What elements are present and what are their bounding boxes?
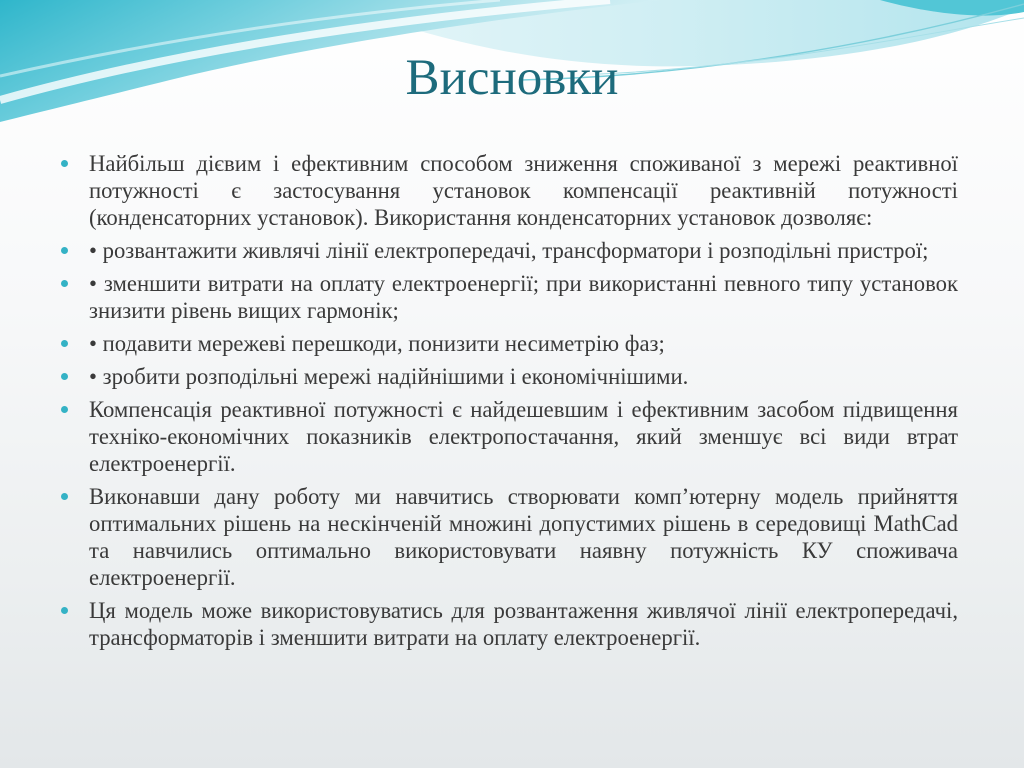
- slide-title: Висновки: [405, 50, 619, 106]
- bullet-icon: [61, 160, 68, 167]
- bullet-list: [89, 150, 958, 651]
- bullet-icon: [61, 373, 68, 380]
- bullet-item: [89, 597, 958, 651]
- bullet-item: [89, 270, 958, 324]
- bullet-item: [89, 363, 958, 390]
- bullet-text: Компенсація реактивної потужності є найдешевшим і ефективним засобом підвищення техніко-економічних показників електропостачання, який зменшує всі види втрат електроенергії.: [89, 397, 958, 476]
- bullet-text: • зменшити витрати на оплату електроенергії; при використанні певного типу установок знизити рівень вищих гармонік;: [89, 271, 958, 323]
- bullet-item: [89, 483, 958, 591]
- bullet-icon: [61, 340, 68, 347]
- bullet-text: • розвантажити живлячі лінії електропередачі, трансформатори і розподільні пристрої;: [89, 238, 929, 263]
- bullet-text: Ця модель може використовуватись для розвантаження живлячої лінії електропередачі, трансформаторів і зменшити витрати на оплату електроенергії.: [89, 598, 958, 650]
- bullet-item: [89, 150, 958, 231]
- bullet-text: • подавити мережеві перешкоди, понизити несиметрію фаз;: [89, 331, 665, 356]
- bullet-text: Виконавши дану роботу ми навчитись створювати комп’ютерну модель прийняття оптимальних рішень на нескінченій множині допустимих рішень в середовищі MathCad та навчились оптимально використовувати наявну потужність КУ споживача електроенергії.: [89, 484, 958, 590]
- bullet-item: [89, 330, 958, 357]
- bullet-item: [89, 237, 958, 264]
- bullet-icon: [61, 493, 68, 500]
- bullet-text: • зробити розподільні мережі надійнішими і економічнішими.: [89, 364, 689, 389]
- bullet-icon: [61, 607, 68, 614]
- bullet-icon: [61, 280, 68, 287]
- bullet-text: Найбільш дієвим і ефективним способом зниження споживаної з мережі реактивної потужності є застосування установок компенсації реактивній потужності (конденсаторних установок). Використання конденсаторних установок дозволяє:: [89, 151, 958, 230]
- bullet-item: [89, 396, 958, 477]
- bullet-icon: [61, 406, 68, 413]
- bullet-icon: [61, 247, 68, 254]
